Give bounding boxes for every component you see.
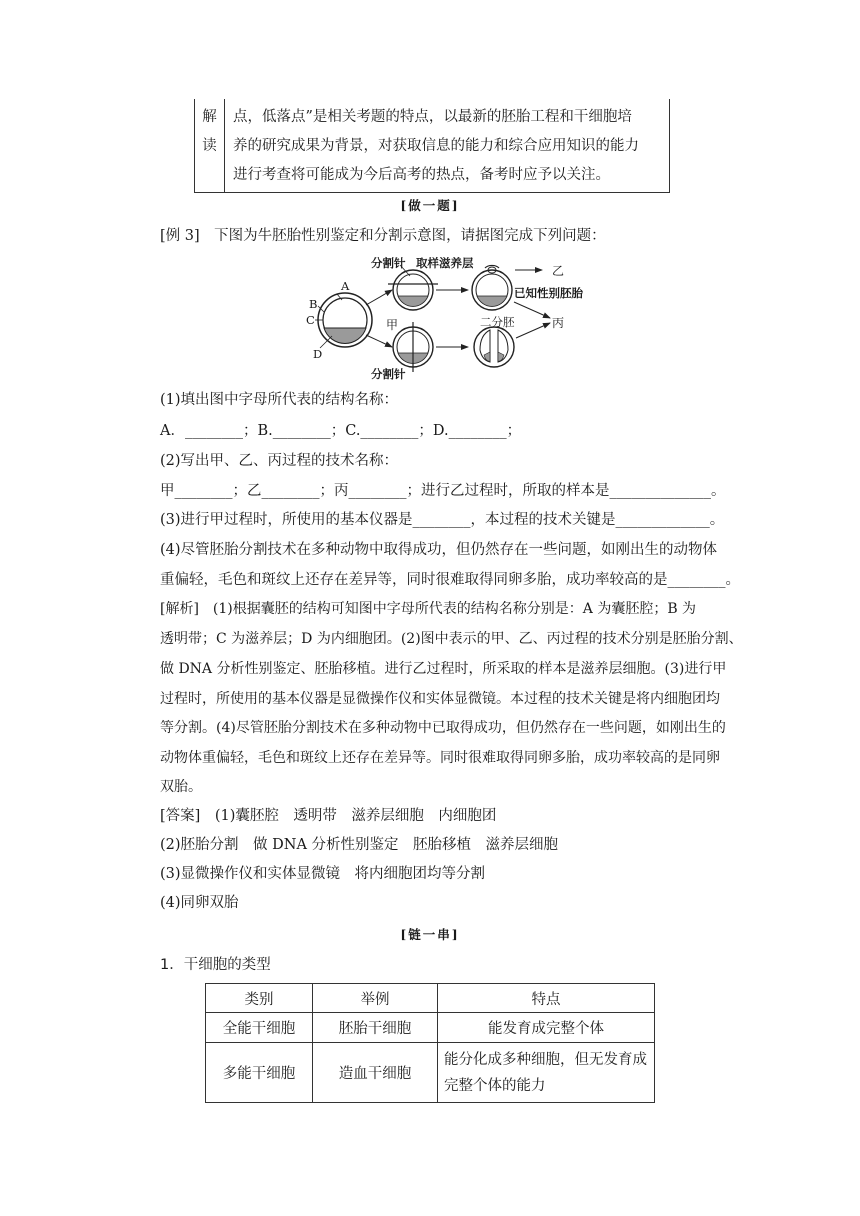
label-sample-layer: 取样滋养层 — [416, 256, 474, 270]
question-2-blanks: 甲________；乙________；丙________；进行乙过程时，所取的样本是______________。 — [160, 483, 726, 499]
known-sex-embryo-icon — [472, 265, 512, 310]
interpretation-box — [194, 99, 670, 193]
cell-feature: 能分化成多种细胞，但无发育成 完整个体的能力 — [438, 1043, 655, 1103]
answer-line-4: (4)同卵双胎 — [160, 895, 239, 911]
two-half-embryos-icon — [474, 327, 514, 367]
stem-cell-table — [205, 983, 655, 1103]
example-intro: [例 3] 下图为牛胚胎性别鉴定和分割示意图，请据图完成下列问题： — [160, 228, 606, 244]
cell-category: 多能干细胞 — [206, 1043, 313, 1103]
label-known-sex-embryo: 已知性别胚胎 — [514, 286, 583, 300]
table-row — [206, 1013, 655, 1043]
question-4-line-2: 重偏轻，毛色和斑纹上还存在差异等，同时很难取得同卵多胎，成功率较高的是________。 — [160, 572, 740, 588]
split-embryo-top-icon — [388, 270, 438, 310]
section-title-link-chain: [链一串] — [400, 927, 460, 942]
label-jia: 甲 — [386, 318, 399, 332]
question-1-blanks: A．________；B.________；C.________；D.________； — [160, 423, 522, 439]
header-example: 举例 — [313, 984, 438, 1013]
table-header-row — [206, 984, 655, 1013]
question-4-line-1: (4)尽管胚胎分割技术在多种动物中取得成功，但仍然存在一些问题，如刚出生的动物体 — [160, 542, 718, 558]
interpretation-label: 解 读 — [195, 99, 225, 192]
answer-line-3: (3)显微操作仪和实体显微镜 将内细胞团均等分割 — [160, 866, 486, 882]
label-C: C — [306, 313, 315, 327]
label-yi: 乙 — [552, 264, 565, 278]
cell-category: 全能干细胞 — [206, 1013, 313, 1043]
analysis-line-3: 做 DNA 分析性别鉴定、胚胎移植。进行乙过程时，所采取的样本是滋养层细胞。(3)进行甲 — [160, 661, 727, 677]
cell-feature: 能发育成完整个体 — [438, 1013, 655, 1043]
answer-line-2: (2)胚胎分割 做 DNA 分析性别鉴定 胚胎移植 滋养层细胞 — [160, 837, 559, 853]
label-needle-bottom: 分割针 — [371, 367, 406, 381]
header-feature: 特点 — [438, 984, 655, 1013]
analysis-line-1: [解析] (1)根据囊胚的结构可知图中字母所代表的结构名称分别是：A 为囊胚腔；B 为 — [160, 601, 697, 617]
question-1: (1)填出图中字母所代表的结构名称： — [160, 392, 399, 408]
label-needle-top: 分割针 — [371, 256, 406, 270]
label-bing: 丙 — [552, 316, 565, 330]
label-two-embryo: 二分胚 — [480, 315, 515, 329]
cell-example: 造血干细胞 — [313, 1043, 438, 1103]
answer-line-1: [答案] (1)囊胚腔 透明带 滋养层细胞 内细胞团 — [160, 808, 497, 824]
section-title-do-one: [做一题] — [400, 198, 460, 213]
label-D: D — [313, 347, 323, 361]
table-row — [206, 1043, 655, 1103]
header-category: 类别 — [206, 984, 313, 1013]
analysis-line-6: 动物体重偏轻，毛色和斑纹上还存在差异等。同时很难取得同卵多胎，成功率较高的是同卵 — [160, 750, 720, 766]
analysis-line-5: 等分割。(4)尽管胚胎分割技术在多种动物中已取得成功，但仍然存在一些问题，如刚出生的 — [160, 720, 726, 736]
analysis-line-7: 双胎。 — [160, 779, 202, 795]
stem-cell-heading: 1．干细胞的类型 — [160, 957, 271, 973]
question-3: (3)进行甲过程时，所使用的基本仪器是________，本过程的技术关键是_____________。 — [160, 512, 725, 528]
analysis-line-2: 透明带；C 为滋养层；D 为内细胞团。(2)图中表示的甲、乙、丙过程的技术分别是胚胎分割、 — [160, 631, 743, 647]
question-2: (2)写出甲、乙、丙过程的技术名称： — [160, 453, 399, 469]
cell-example: 胚胎干细胞 — [313, 1013, 438, 1043]
label-A: A — [341, 279, 350, 293]
interpretation-text: 点，低落点”是相关考题的特点，以最新的胚胎工程和干细胞培 养的研究成果为背景，对获取信息的能力和综合应用知识的能力 进行考查将可能成为今后高考的热点，备考时应予以关注。 — [233, 109, 639, 183]
label-B: B — [309, 297, 318, 311]
analysis-line-4: 过程时，所使用的基本仪器是显微操作仪和实体显微镜。本过程的技术关键是将内细胞团均 — [160, 691, 720, 707]
blastocyst-icon — [318, 293, 372, 347]
